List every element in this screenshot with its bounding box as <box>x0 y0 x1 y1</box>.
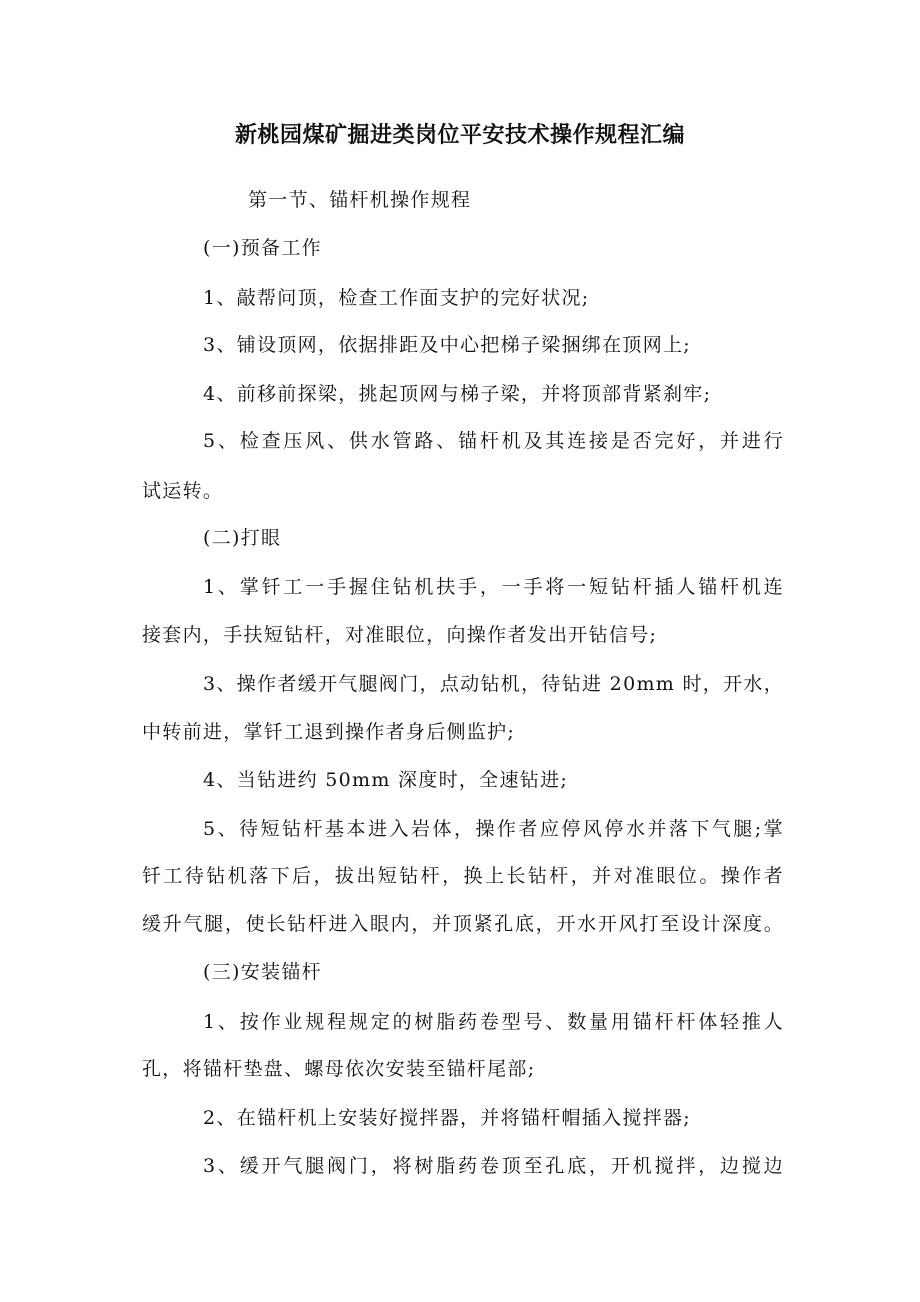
paragraph-line: 缓升气腿，使长钻杆进入眼内，并顶紧孔底，开水开风打至设计深度。 <box>142 913 784 935</box>
subsection-heading-prep: (一)预备工作 <box>203 237 322 259</box>
paragraph-line: 1、掌钎工一手握住钻机扶手，一手将一短钻杆插人锚杆机连 <box>203 576 784 598</box>
paragraph-line: 3、铺设顶网，依据排距及中心把梯子梁捆绑在顶网上; <box>203 334 691 356</box>
paragraph-line: 接套内，手扶短钻杆，对准眼位，向操作者发出开钻信号; <box>142 624 658 646</box>
paragraph-line: 5、检查压风、供水管路、锚杆机及其连接是否完好，并进行 <box>203 430 784 452</box>
paragraph-line: 1、敲帮问顶，检查工作面支护的完好状况; <box>203 287 590 309</box>
subsection-heading-install: (三)安装锚杆 <box>203 961 322 983</box>
section-heading: 第一节、锚杆机操作规程 <box>248 189 472 211</box>
paragraph-line: 4、当钻进约 50mm 深度时，全速钻进; <box>203 769 569 791</box>
subsection-heading-drilling: (二)打眼 <box>203 527 282 549</box>
document-title: 新桃园煤矿掘进类岗位平安技术操作规程汇编 <box>234 123 685 148</box>
paragraph-line: 试运转。 <box>142 480 224 502</box>
paragraph-line: 5、待短钻杆基本进入岩体，操作者应停风停水并落下气腿;掌 <box>203 818 784 840</box>
paragraph-line: 4、前移前探梁，挑起顶网与梯子梁，并将顶部背紧刹牢; <box>203 383 712 405</box>
paragraph-line: 钎工待钻机落下后，拔出短钻杆，换上长钻杆，并对准眼位。操作者 <box>142 865 784 887</box>
paragraph-line: 1、按作业规程规定的树脂药卷型号、数量用锚杆杆体轻推人 <box>203 1011 784 1033</box>
paragraph-line: 3、缓开气腿阀门，将树脂药卷顶至孔底，开机搅拌，边搅边 <box>203 1155 784 1177</box>
paragraph-line: 孔，将锚杆垫盘、螺母依次安装至锚杆尾部; <box>142 1058 536 1080</box>
paragraph-line: 2、在锚杆机上安装好搅拌器，并将锚杆帽插入搅拌器; <box>203 1107 691 1129</box>
paragraph-line: 3、操作者缓开气腿阀门，点动钻机，待钻进 20mm 时，开水， <box>203 673 784 695</box>
paragraph-line: 中转前进，掌钎工退到操作者身后侧监护; <box>142 721 516 743</box>
